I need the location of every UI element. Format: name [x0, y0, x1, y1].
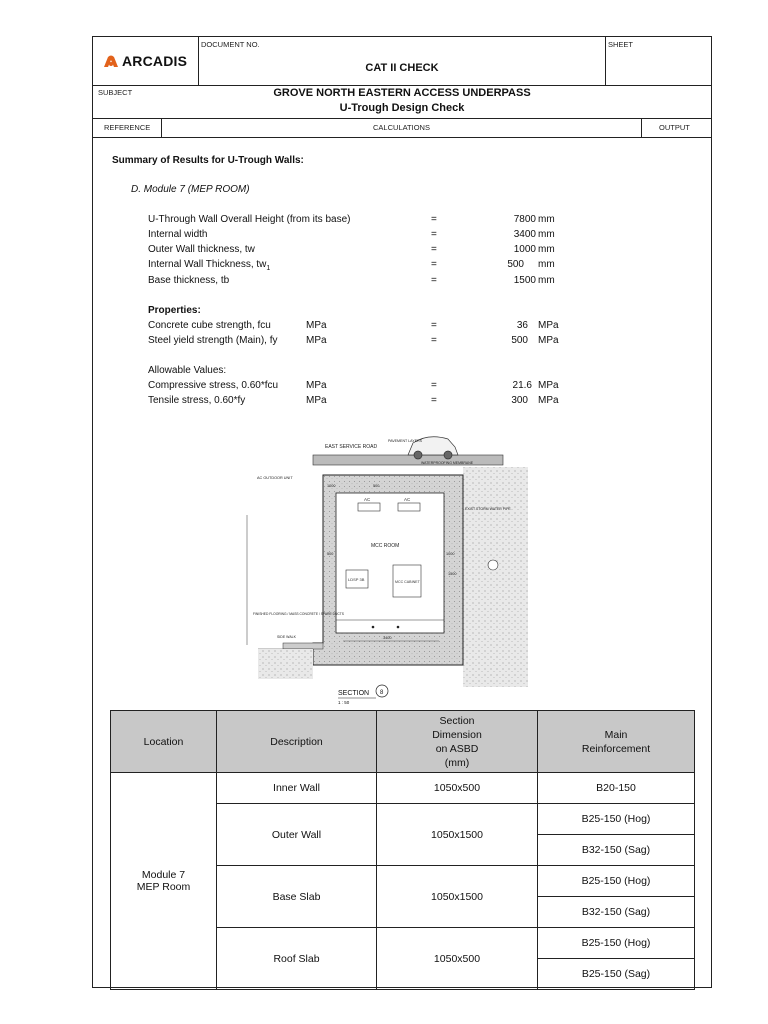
ldsp-label: LDSP 3B	[348, 577, 365, 582]
reinforcement-cell: B25-150 (Sag)	[538, 959, 695, 990]
output-label: OUTPUT	[659, 123, 690, 132]
dimension-row: U-Through Wall Overall Height (from its base) = 7800 mm	[148, 214, 555, 225]
description-cell: Outer Wall	[217, 804, 377, 866]
dimension-row: Base thickness, tb = 1500 mm	[148, 275, 555, 286]
room-label: MCC ROOM	[371, 543, 400, 549]
dimension-cell: 1050x500	[377, 773, 538, 804]
logo-divider	[198, 37, 199, 85]
reference-label: REFERENCE	[104, 123, 151, 132]
mcc-room-interior	[336, 493, 444, 633]
dim-1500: 1500	[448, 572, 457, 576]
description-cell: Inner Wall	[217, 773, 377, 804]
dim-1000-top: 1000	[327, 484, 336, 488]
dim-500-left: 500	[327, 552, 334, 556]
ac-2-label: AC	[404, 497, 411, 502]
sheet-divider	[605, 37, 606, 85]
dimension-cell: 1050x500	[377, 928, 538, 990]
ac-1-label: AC	[364, 497, 371, 502]
ac-unit-2	[398, 503, 420, 511]
subject-line-1: GROVE NORTH EASTERN ACCESS UNDERPASS	[273, 87, 531, 99]
output-divider	[641, 118, 642, 137]
description-cell: Roof Slab	[217, 928, 377, 990]
dim-1000-right: 1000	[446, 552, 455, 556]
dim-3400: 3400	[383, 636, 392, 640]
subject-line-2: U-Trough Design Check	[339, 102, 465, 114]
summary-heading: Summary of Results for U-Trough Walls:	[112, 155, 304, 166]
allowable-heading: Allowable Values:	[148, 365, 227, 376]
sheet-label: SHEET	[608, 40, 634, 49]
header-divider-3	[93, 137, 711, 138]
road-surface	[313, 455, 503, 465]
reinforcement-cell: B25-150 (Hog)	[538, 866, 695, 897]
spare-duct	[397, 626, 400, 629]
dimension-row: Outer Wall thickness, tw = 1000 mm	[148, 244, 555, 255]
u-trough-section-drawing	[243, 415, 528, 705]
company-name: ARCADIS	[122, 53, 188, 69]
road-label: EAST SERVICE ROAD	[325, 444, 378, 450]
reinforcement-cell: B32-150 (Sag)	[538, 897, 695, 928]
table-row	[111, 773, 695, 804]
spare-duct	[372, 626, 375, 629]
property-row: Concrete cube strength, fcu MPa = 36 MPa	[148, 320, 559, 331]
allowable-row: Compressive stress, 0.60*fcu MPa = 21.6 MPa	[148, 380, 559, 391]
arcadis-flame-icon	[103, 55, 119, 68]
allowable-row: Tensile stress, 0.60*fy MPa = 300 MPa	[148, 395, 559, 406]
soil-fill	[463, 467, 528, 687]
property-row: Steel yield strength (Main), fy MPa = 500 MPa	[148, 335, 559, 346]
dimension-cell: 1050x1500	[377, 804, 538, 866]
header-divider-1	[93, 85, 711, 86]
properties-heading: Properties:	[148, 305, 201, 316]
check-title: CAT II CHECK	[365, 62, 439, 74]
reinforcement-cell: B25-150 (Hog)	[538, 804, 695, 835]
dimension-cell: 1050x1500	[377, 866, 538, 928]
membrane-label-top: WATERPROOFING MEMBRANE	[421, 461, 474, 465]
module-heading: D. Module 7 (MEP ROOM)	[131, 184, 250, 195]
reinforcement-cell: B32-150 (Sag)	[538, 835, 695, 866]
main-reinforcement-header: Main Reinforcement	[538, 711, 695, 773]
location-header: Location	[111, 711, 217, 773]
section-scale: 1 : 50	[338, 700, 350, 705]
section-number: 8	[380, 690, 384, 696]
arcadis-logo	[103, 53, 187, 69]
calculation-sheet	[92, 36, 712, 988]
ac-unit-1	[358, 503, 380, 511]
reinforcement-cell: B25-150 (Hog)	[538, 928, 695, 959]
sidewalk	[283, 643, 323, 649]
pavement-label: PAVEMENT LAYERS	[388, 439, 423, 443]
subject-label: SUBJECT	[98, 88, 133, 97]
sidewalk-label: SIDE WALK	[277, 635, 296, 639]
header-divider-2	[93, 118, 711, 119]
location-cell: Module 7 MEP Room	[111, 773, 217, 990]
results-table	[110, 710, 695, 990]
section-dimension-header: Section Dimension on ASBD (mm)	[377, 711, 538, 773]
storm-pipe-label: EXIST STORM WATER PIPE	[465, 507, 511, 511]
reinforcement-cell: B20-150	[538, 773, 695, 804]
dimension-row: Internal Wall Thickness, $tw_1$ = 500 mm	[148, 259, 555, 272]
dim-500-top: 500	[373, 484, 380, 488]
storm-water-pipe	[488, 560, 498, 570]
calculations-label: CALCULATIONS	[373, 123, 430, 132]
table-header-row	[111, 711, 695, 773]
floor-notes: FINISHED FLOORING / MASS CONCRETE / SPARE DUCTS	[253, 612, 344, 616]
mcc-cabinet-label: MCC CABINET	[395, 580, 420, 584]
description-cell: Base Slab	[217, 866, 377, 928]
soil-left	[258, 649, 313, 679]
description-header: Description	[217, 711, 377, 773]
ac-outdoor-label: AC OUTDOOR UNIT	[257, 476, 293, 480]
document-no-label: DOCUMENT NO.	[201, 40, 260, 49]
dimension-row: Internal width = 3400 mm	[148, 229, 555, 240]
section-title: SECTION	[338, 690, 370, 697]
